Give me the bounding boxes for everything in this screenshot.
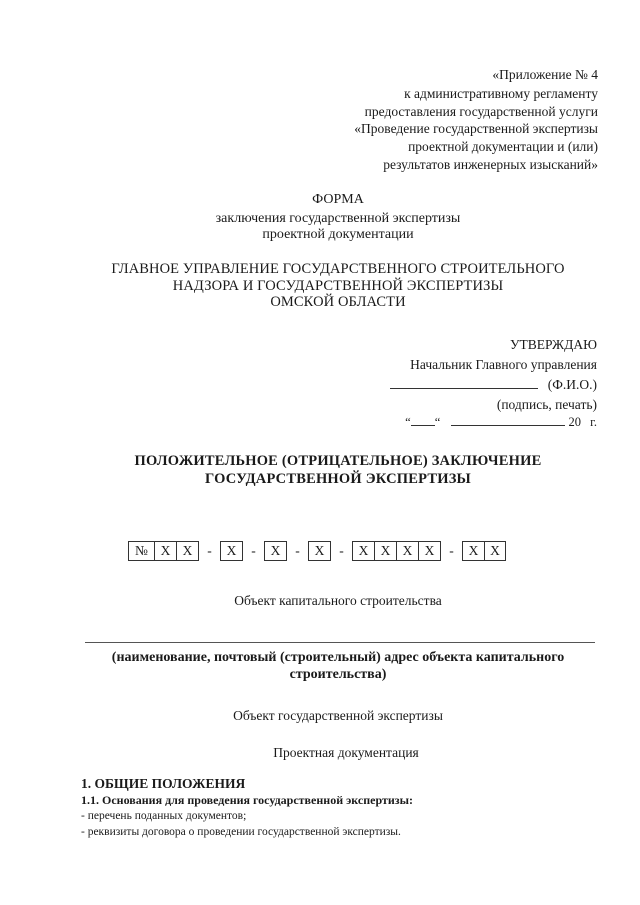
number-cell: X	[418, 541, 440, 561]
object-caption	[0, 649, 640, 683]
form-subtitle: проектной документации	[262, 227, 414, 242]
number-cell: X	[264, 541, 286, 561]
conclusion-number-field	[128, 540, 506, 562]
number-cell: X	[396, 541, 418, 561]
date-month-line	[451, 412, 565, 426]
appendix-line: «Проведение государственной экспертизы	[354, 121, 598, 136]
number-cell: X	[374, 541, 396, 561]
form-title: ФОРМА	[312, 192, 364, 207]
appendix-line: проектной документации и (или)	[408, 139, 598, 154]
form-heading	[0, 192, 640, 243]
approval-date-row	[405, 412, 597, 432]
appendix-title: «Приложение № 4	[492, 67, 598, 82]
object-caption-line: строительства)	[289, 667, 387, 682]
conclusion-title-line: ГОСУДАРСТВЕННОЙ ЭКСПЕРТИЗЫ	[205, 471, 471, 487]
approval-heading: УТВЕРЖДАЮ	[509, 337, 597, 352]
object-name-line	[85, 642, 595, 643]
approval-position: Начальник Главного управления	[410, 357, 597, 372]
number-cell: X	[484, 541, 506, 561]
date-suffix: г.	[590, 415, 597, 429]
number-prefix: №	[128, 541, 154, 561]
number-separator: -	[242, 541, 264, 561]
date-open-quote: “	[405, 415, 411, 429]
approval-name-row	[390, 375, 597, 395]
number-cell: X	[220, 541, 242, 561]
name-label: (Ф.И.О.)	[547, 377, 597, 392]
appendix-line: предоставления государственной услуги	[364, 104, 598, 119]
name-signature-line	[390, 375, 538, 389]
list-item: - реквизиты договора о проведении государственной экспертизы.	[81, 826, 401, 838]
number-cell: X	[462, 541, 484, 561]
appendix-line: результатов инженерных изысканий»	[383, 157, 598, 172]
section-title: 1. ОБЩИЕ ПОЛОЖЕНИЯ	[81, 776, 246, 791]
form-subtitle: заключения государственной экспертизы	[215, 211, 461, 226]
organization-name	[0, 261, 640, 311]
number-separator: -	[286, 541, 308, 561]
number-separator: -	[198, 541, 220, 561]
object-caption-line: (наименование, почтовый (строительный) адрес объекта капитального	[111, 650, 565, 665]
number-separator: -	[440, 541, 462, 561]
expertise-object-label: Объект государственной экспертизы	[233, 708, 443, 723]
object-label: Объект капитального строительства	[234, 593, 442, 608]
subsection-title: 1.1. Основания для проведения государственной экспертизы:	[81, 793, 413, 807]
organization-line: НАДЗОРА И ГОСУДАРСТВЕННОЙ ЭКСПЕРТИЗЫ	[172, 277, 504, 294]
date-day-line	[411, 412, 435, 426]
number-cell: X	[308, 541, 330, 561]
date-year: 20	[568, 415, 582, 429]
project-docs-label: Проектная документация	[273, 745, 419, 760]
appendix-line: к административному регламенту	[404, 86, 598, 101]
number-cell: X	[154, 541, 176, 561]
number-cell: X	[352, 541, 374, 561]
date-close-quote: “	[434, 415, 441, 429]
conclusion-title-line: ПОЛОЖИТЕЛЬНОЕ (ОТРИЦАТЕЛЬНОЕ) ЗАКЛЮЧЕНИЕ	[134, 453, 542, 469]
list-item: - перечень поданных документов;	[81, 810, 247, 822]
conclusion-title	[0, 452, 640, 488]
number-cell: X	[176, 541, 198, 561]
number-separator: -	[330, 541, 352, 561]
signature-label: (подпись, печать)	[496, 397, 597, 412]
organization-line: ОМСКОЙ ОБЛАСТИ	[270, 294, 406, 310]
organization-line: ГЛАВНОЕ УПРАВЛЕНИЕ ГОСУДАРСТВЕННОГО СТРОИТЕЛЬНОГО	[111, 261, 565, 277]
